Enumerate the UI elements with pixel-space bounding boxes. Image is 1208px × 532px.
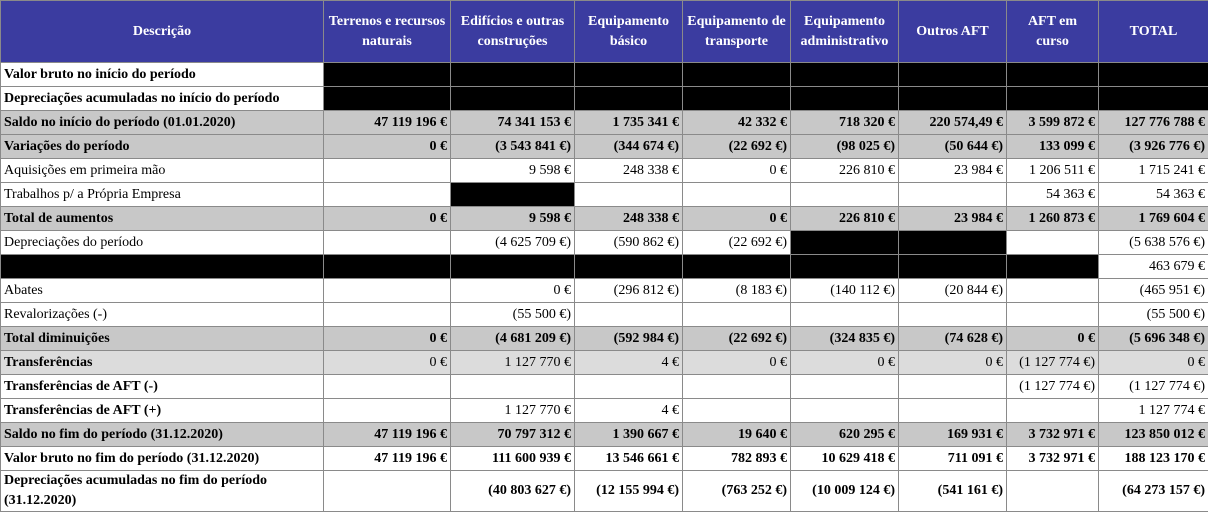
table-cell: 111 600 939 €: [451, 447, 575, 471]
table-cell: 0 €: [683, 207, 791, 231]
table-cell: (344 674 €): [575, 135, 683, 159]
redacted-cell: [899, 87, 1007, 111]
row-description: Transferências de AFT (-): [1, 375, 324, 399]
table-cell: (592 984 €): [575, 327, 683, 351]
table-header: [1, 1, 1208, 63]
header-row: [1, 1, 1208, 63]
table-cell: (64 273 157 €): [1099, 471, 1208, 512]
table-cell: [899, 399, 1007, 423]
header-column-1: Terrenos e recursos naturais: [324, 1, 451, 63]
table-cell: 10 629 418 €: [791, 447, 899, 471]
redacted-cell: [791, 63, 899, 87]
table-cell: [1007, 231, 1099, 255]
table-row: [1, 399, 1208, 423]
table-cell: [324, 399, 451, 423]
table-cell: [683, 399, 791, 423]
table-row: [1, 279, 1208, 303]
table-cell: [451, 375, 575, 399]
table-cell: (1 127 774 €): [1007, 375, 1099, 399]
table-cell: [324, 231, 451, 255]
table-row: [1, 447, 1208, 471]
redacted-cell: [1, 255, 324, 279]
header-column-6: Outros AFT: [899, 1, 1007, 63]
table-cell: (324 835 €): [791, 327, 899, 351]
redacted-cell: [575, 63, 683, 87]
row-description: Depreciações acumuladas no fim do período (31.12.2020): [1, 471, 324, 512]
table-cell: (22 692 €): [683, 327, 791, 351]
redacted-cell: [324, 63, 451, 87]
redacted-cell: [899, 231, 1007, 255]
table-cell: (55 500 €): [451, 303, 575, 327]
table-cell: 1 127 774 €: [1099, 399, 1208, 423]
table-row: [1, 111, 1208, 135]
table-cell: 23 984 €: [899, 207, 1007, 231]
redacted-cell: [899, 63, 1007, 87]
row-description: Transferências de AFT (+): [1, 399, 324, 423]
table-cell: [683, 375, 791, 399]
table-cell: (74 628 €): [899, 327, 1007, 351]
table-cell: [1007, 471, 1099, 512]
table-cell: (3 926 776 €): [1099, 135, 1208, 159]
table-cell: 188 123 170 €: [1099, 447, 1208, 471]
header-column-5: Equipamento administrativo: [791, 1, 899, 63]
table-cell: [899, 303, 1007, 327]
row-description: Depreciações do período: [1, 231, 324, 255]
table-cell: 13 546 661 €: [575, 447, 683, 471]
table-cell: 3 732 971 €: [1007, 447, 1099, 471]
table-cell: 74 341 153 €: [451, 111, 575, 135]
table-cell: 1 127 770 €: [451, 399, 575, 423]
row-description: Trabalhos p/ a Própria Empresa: [1, 183, 324, 207]
table-cell: 4 €: [575, 351, 683, 375]
table-cell: (5 696 348 €): [1099, 327, 1208, 351]
table-cell: 1 769 604 €: [1099, 207, 1208, 231]
table-cell: (4 681 209 €): [451, 327, 575, 351]
table-row: [1, 63, 1208, 87]
table-cell: [1007, 279, 1099, 303]
table-cell: (541 161 €): [899, 471, 1007, 512]
table-cell: [899, 183, 1007, 207]
table-cell: (5 638 576 €): [1099, 231, 1208, 255]
table-row: [1, 375, 1208, 399]
table-cell: (763 252 €): [683, 471, 791, 512]
table-cell: (10 009 124 €): [791, 471, 899, 512]
table-cell: [324, 303, 451, 327]
table-cell: (296 812 €): [575, 279, 683, 303]
table-cell: 47 119 196 €: [324, 423, 451, 447]
table-body: [1, 63, 1208, 512]
table-cell: 0 €: [683, 351, 791, 375]
table-cell: 0 €: [899, 351, 1007, 375]
table-cell: 9 598 €: [451, 207, 575, 231]
table-row: [1, 207, 1208, 231]
table-cell: [791, 183, 899, 207]
redacted-cell: [575, 87, 683, 111]
row-description: Aquisições em primeira mão: [1, 159, 324, 183]
table-cell: 226 810 €: [791, 207, 899, 231]
header-column-2: Edifícios e outras construções: [451, 1, 575, 63]
redacted-cell: [451, 87, 575, 111]
table-cell: (3 543 841 €): [451, 135, 575, 159]
table-cell: 1 206 511 €: [1007, 159, 1099, 183]
redacted-cell: [451, 183, 575, 207]
redacted-cell: [1007, 87, 1099, 111]
table-cell: 23 984 €: [899, 159, 1007, 183]
header-column-7: AFT em curso: [1007, 1, 1099, 63]
table-row: [1, 255, 1208, 279]
header-column-8: TOTAL: [1099, 1, 1208, 63]
table-cell: [791, 375, 899, 399]
redacted-cell: [683, 255, 791, 279]
table-cell: [683, 303, 791, 327]
table-cell: 248 338 €: [575, 159, 683, 183]
table-row: [1, 87, 1208, 111]
row-description: Saldo no início do período (01.01.2020): [1, 111, 324, 135]
table-cell: 123 850 012 €: [1099, 423, 1208, 447]
table-row: [1, 231, 1208, 255]
table-cell: 620 295 €: [791, 423, 899, 447]
table-cell: [1007, 399, 1099, 423]
table-cell: [324, 375, 451, 399]
table-cell: [1007, 303, 1099, 327]
table-cell: 0 €: [683, 159, 791, 183]
table-cell: 47 119 196 €: [324, 111, 451, 135]
table-cell: (1 127 774 €): [1007, 351, 1099, 375]
table-cell: [575, 375, 683, 399]
row-description: Total de aumentos: [1, 207, 324, 231]
table-cell: [575, 183, 683, 207]
table-cell: (50 644 €): [899, 135, 1007, 159]
table-cell: 19 640 €: [683, 423, 791, 447]
table-cell: (140 112 €): [791, 279, 899, 303]
table-cell: (20 844 €): [899, 279, 1007, 303]
redacted-cell: [899, 255, 1007, 279]
table-cell: 70 797 312 €: [451, 423, 575, 447]
table-cell: 1 127 770 €: [451, 351, 575, 375]
table-cell: 169 931 €: [899, 423, 1007, 447]
table-cell: 54 363 €: [1099, 183, 1208, 207]
table-cell: 4 €: [575, 399, 683, 423]
header-column-4: Equipamento de transporte: [683, 1, 791, 63]
table-cell: 0 €: [1099, 351, 1208, 375]
table-cell: 133 099 €: [1007, 135, 1099, 159]
table-cell: 42 332 €: [683, 111, 791, 135]
table-cell: (4 625 709 €): [451, 231, 575, 255]
redacted-cell: [791, 255, 899, 279]
table-cell: 1 260 873 €: [1007, 207, 1099, 231]
table-cell: [899, 375, 1007, 399]
redacted-cell: [791, 87, 899, 111]
table-cell: [324, 183, 451, 207]
redacted-cell: [1007, 255, 1099, 279]
row-description: Transferências: [1, 351, 324, 375]
redacted-cell: [791, 231, 899, 255]
table-cell: [324, 471, 451, 512]
redacted-cell: [1007, 63, 1099, 87]
row-description: Depreciações acumuladas no início do período: [1, 87, 324, 111]
table-cell: [324, 279, 451, 303]
table-cell: (465 951 €): [1099, 279, 1208, 303]
table-cell: 0 €: [791, 351, 899, 375]
table-cell: 0 €: [324, 327, 451, 351]
table-row: [1, 327, 1208, 351]
row-description: Valor bruto no início do período: [1, 63, 324, 87]
table-cell: 54 363 €: [1007, 183, 1099, 207]
table-cell: (22 692 €): [683, 231, 791, 255]
header-description: Descrição: [1, 1, 324, 63]
table-cell: (22 692 €): [683, 135, 791, 159]
table-cell: 463 679 €: [1099, 255, 1208, 279]
table-row: [1, 471, 1208, 512]
table-cell: (1 127 774 €): [1099, 375, 1208, 399]
table-cell: (590 862 €): [575, 231, 683, 255]
table-cell: 0 €: [324, 351, 451, 375]
table-cell: (98 025 €): [791, 135, 899, 159]
row-description: Total diminuições: [1, 327, 324, 351]
table-cell: 226 810 €: [791, 159, 899, 183]
header-column-3: Equipamento básico: [575, 1, 683, 63]
table-cell: [791, 399, 899, 423]
table-row: [1, 423, 1208, 447]
table-row: [1, 183, 1208, 207]
row-description: Saldo no fim do período (31.12.2020): [1, 423, 324, 447]
row-description: Valor bruto no fim do período (31.12.2020): [1, 447, 324, 471]
redacted-cell: [683, 87, 791, 111]
row-description: Abates: [1, 279, 324, 303]
table-cell: 248 338 €: [575, 207, 683, 231]
table-cell: 9 598 €: [451, 159, 575, 183]
redacted-cell: [451, 63, 575, 87]
table-cell: 1 390 667 €: [575, 423, 683, 447]
redacted-cell: [324, 255, 451, 279]
table-cell: [791, 303, 899, 327]
table-row: [1, 303, 1208, 327]
table-row: [1, 159, 1208, 183]
table-cell: (12 155 994 €): [575, 471, 683, 512]
table-cell: 0 €: [1007, 327, 1099, 351]
table-cell: 127 776 788 €: [1099, 111, 1208, 135]
row-description: Variações do período: [1, 135, 324, 159]
table-cell: [575, 303, 683, 327]
table-cell: 47 119 196 €: [324, 447, 451, 471]
table-cell: 3 732 971 €: [1007, 423, 1099, 447]
table-cell: [683, 183, 791, 207]
table-cell: 0 €: [451, 279, 575, 303]
table-cell: 220 574,49 €: [899, 111, 1007, 135]
table-cell: 0 €: [324, 135, 451, 159]
table-cell: 3 599 872 €: [1007, 111, 1099, 135]
row-description: Revalorizações (-): [1, 303, 324, 327]
redacted-cell: [324, 87, 451, 111]
table-cell: (40 803 627 €): [451, 471, 575, 512]
redacted-cell: [451, 255, 575, 279]
table-cell: 1 735 341 €: [575, 111, 683, 135]
table-cell: 0 €: [324, 207, 451, 231]
table-cell: (8 183 €): [683, 279, 791, 303]
table-cell: 1 715 241 €: [1099, 159, 1208, 183]
table-row: [1, 351, 1208, 375]
redacted-cell: [1099, 63, 1208, 87]
redacted-cell: [575, 255, 683, 279]
table-cell: 782 893 €: [683, 447, 791, 471]
table-cell: (55 500 €): [1099, 303, 1208, 327]
table-cell: 718 320 €: [791, 111, 899, 135]
redacted-cell: [683, 63, 791, 87]
redacted-cell: [1099, 87, 1208, 111]
table-row: [1, 135, 1208, 159]
table-cell: [324, 159, 451, 183]
table-cell: 711 091 €: [899, 447, 1007, 471]
